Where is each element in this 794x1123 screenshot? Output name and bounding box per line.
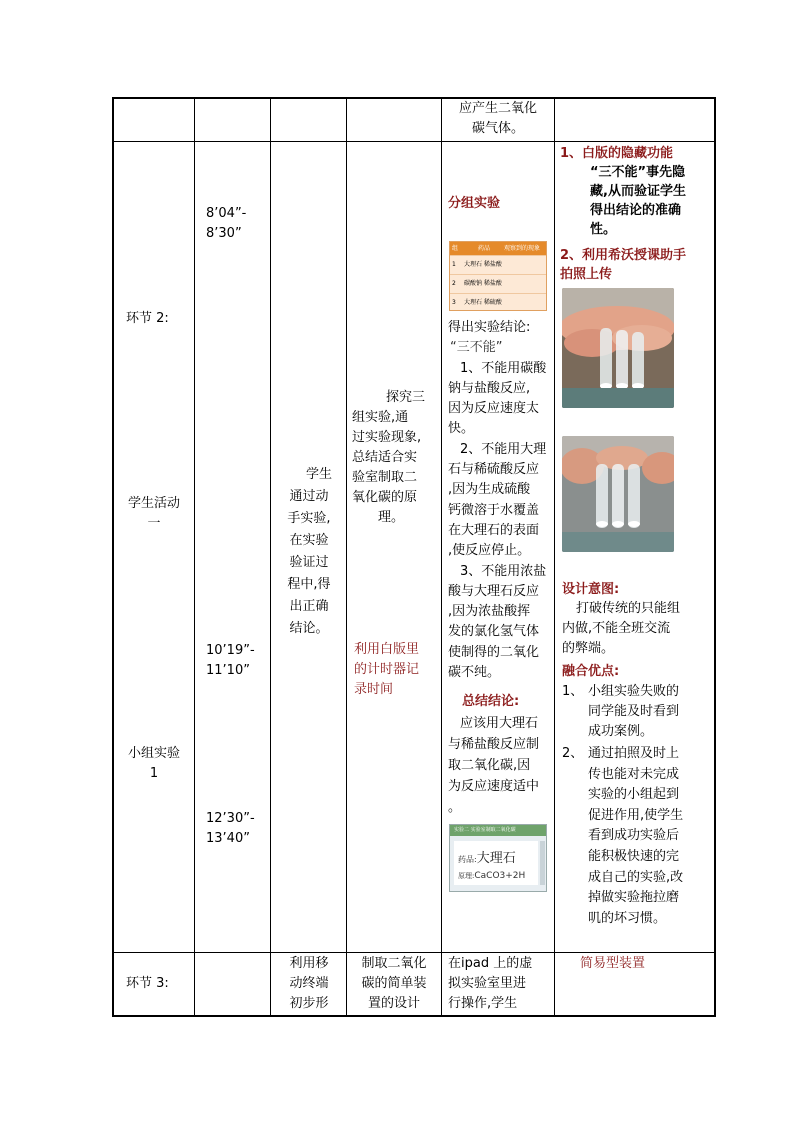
table-row-divider-1 [112,141,716,142]
design-item-1-title: 1、白版的隐藏功能 [560,146,674,161]
table-col-line-6 [714,97,716,1017]
section-label-2: 环节 2: [126,311,169,326]
merge-advantages-title: 融合优点: [562,664,620,679]
row3-col5: 在ipad 上的虚 拟实验室里进 行操作,学生 [448,956,533,1011]
group-experiment-label: 小组实验 1 [127,746,180,781]
table-col-line-4 [441,97,442,1017]
test-tubes-photo-2 [562,436,674,552]
table-col-line-2 [270,97,271,1017]
summary-title: 总结结论: [462,694,520,709]
table-row: 3 大理石 稀硫酸 [450,293,546,312]
timer-note: 利用白版里 的计时器记 录时间 [354,642,420,697]
table-col-line-3 [346,97,347,1017]
table-row: 2 碳酸钠 稀盐酸 [450,274,546,293]
experiment-results-table [449,241,547,311]
time-range-3: 12’30”- 13’40” [206,811,255,846]
table-col-line-5 [554,97,555,1017]
table-col-line-1 [194,97,195,1017]
design-intent-title: 设计意图: [562,582,620,597]
experiment-conclusion: 得出实验结论: “三不能” 1、不能用碳酸 钠与盐酸反应, 因为反应速度太 快。 2、不能用大理 石与稀硫酸反应 ,因为生成硫酸 钙微溶于水覆盖 在大理石的表面 ,使反应停止。 3、不能用浓盐 酸与大理石反应 ,因为浓盐酸挥 发的氯化氢气体 使制得的二氧化 碳不纯。 [448,320,547,681]
design-item-2-title: 2、利用希沃授课助手 拍照上传 [560,248,687,282]
simple-device-label: 简易型装置 [580,956,646,971]
merge-item-1: 1、 小组实验失败的 同学能及时看到 成功案例。 [562,684,680,739]
summary-body: 应该用大理石 与稀盐酸反应制 取二氧化碳,因 为反应速度适中 。 [448,716,540,815]
screenshot-scrollbar [540,841,545,885]
group-experiment-title: 分组实验 [448,196,501,211]
table-border-bottom [112,1015,716,1017]
design-intent-body: 打破传统的只能组 内做,不能全班交流 的弊端。 [562,601,681,656]
experiment-photo-1 [562,288,674,408]
purpose-desc: 探究三 组实验,通 过实验现象, 总结适合实 验室制取二 氧化碳的原 理。 [352,390,426,525]
table-border-top [112,97,716,99]
top-row-note: 应产生二氧化 碳气体。 [458,101,537,136]
design-item-1-body: “三不能”事先隐 藏,从而验证学生 得出结论的准确 性。 [590,165,686,237]
software-screenshot [449,824,547,892]
section-label-3: 环节 3: [126,976,169,991]
table-row-divider-2 [112,952,716,953]
experiment-photo-2 [562,436,674,552]
time-range-2: 10’19”- 11’10” [206,643,255,678]
screenshot-body: 药品:大理石 原理:CaCO3+2H [454,841,538,885]
student-activity-label: 学生活动 一 [127,496,180,531]
time-range-1: 8’04”- 8’30” [206,206,247,241]
student-activity-desc: 学生 通过动 手实验, 在实验 验证过 程中,得 出正确 结论。 [287,467,332,636]
table-row: 1 大理石 稀盐酸 [450,255,546,274]
screenshot-header: 实验二 实验室制取二氧化碳 [450,825,546,836]
results-table-header: 组 药品 观察到的现象 [450,242,546,255]
merge-item-2: 2、 通过拍照及时上 传也能对未完成 实验的小组起到 促进作用,使学生 看到成功实验后 能积极快速的完 成自己的实验,改 掉做实验拖拉磨 叽的坏习惯。 [562,746,684,926]
test-tubes-photo-1 [562,288,674,408]
row3-col4: 制取二氧化 碳的简单装 置的设计 [361,956,427,1011]
row3-col3: 利用移 动终端 初步形 [289,956,329,1011]
table-col-line-0 [112,97,114,1017]
